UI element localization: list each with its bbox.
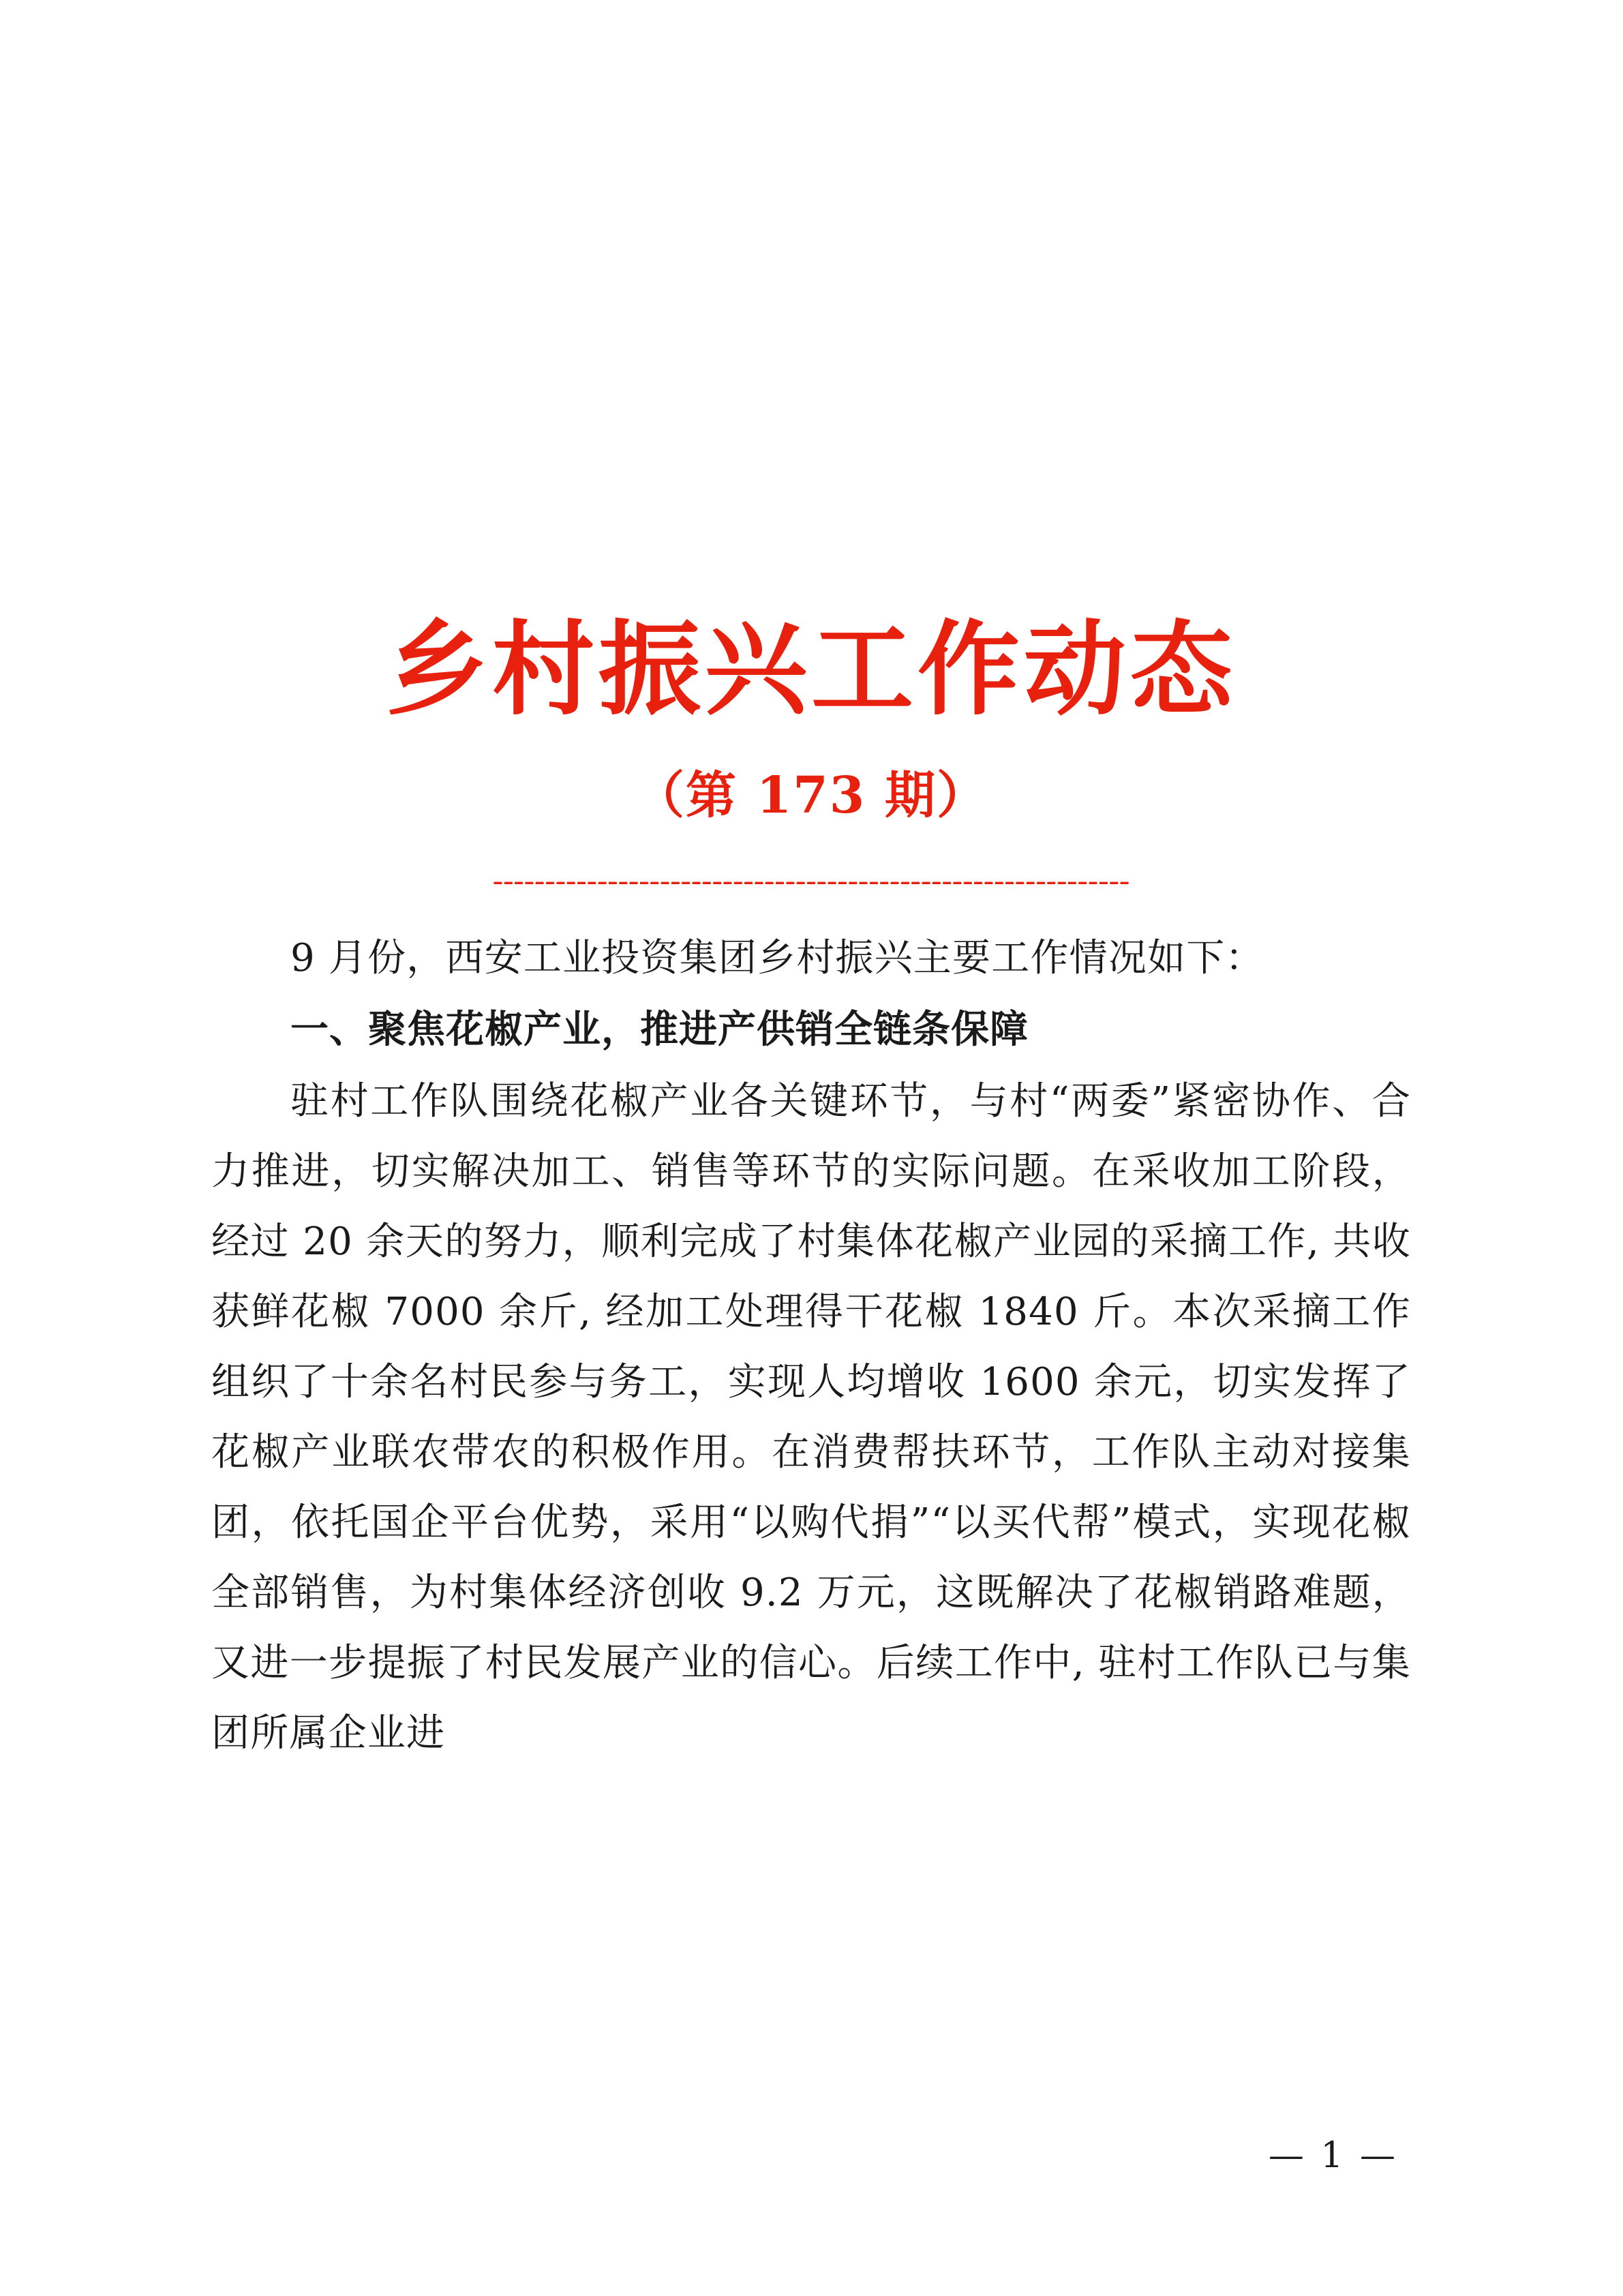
page-number: — 1 — [1268, 2135, 1398, 2176]
body-text [211, 923, 1411, 1768]
page-title: 乡村振兴工作动态 [385, 609, 1237, 729]
divider-line: ------------------------------------------------------------- [492, 862, 1130, 897]
document-content [211, 0, 1411, 1768]
issue-number: （第 173 期） [634, 766, 988, 825]
section-heading-1: 一、聚焦花椒产业，推进产供销全链条保障 [290, 1006, 1029, 1052]
title-divider [211, 862, 1411, 897]
intro-paragraph: 9 月份，西安工业投资集团乡村振兴主要工作情况如下： [290, 935, 1264, 980]
section-body-1: 驻村工作队围绕花椒产业各关键环节，与村“两委”紧密协作、合力推进，切实解决加工、销售等环节的实际问题。在采收加工阶段，经过 20 余天的努力，顺利完成了村集体花椒产业园的采摘工作, 共收获鲜花椒 7000 余斤, 经加工处理得干花椒 1840 斤。本次采摘工作组织了十余名村民参与务工，实现人均增收 1600 余元，切实发挥了花椒产业联农带农的积极作用。在消费帮扶环节，工作队主动对接集团，依托国企平台优势，采用“以购代捐”“以买代帮”模式，实现花椒全部销售，为村集体经济创收 9.2 万元，这既解决了花椒销路难题，又进一步提振了村民发展产业的信心。后续工作中, 驻村工作队已与集团所属企业进 [211, 1078, 1411, 1755]
